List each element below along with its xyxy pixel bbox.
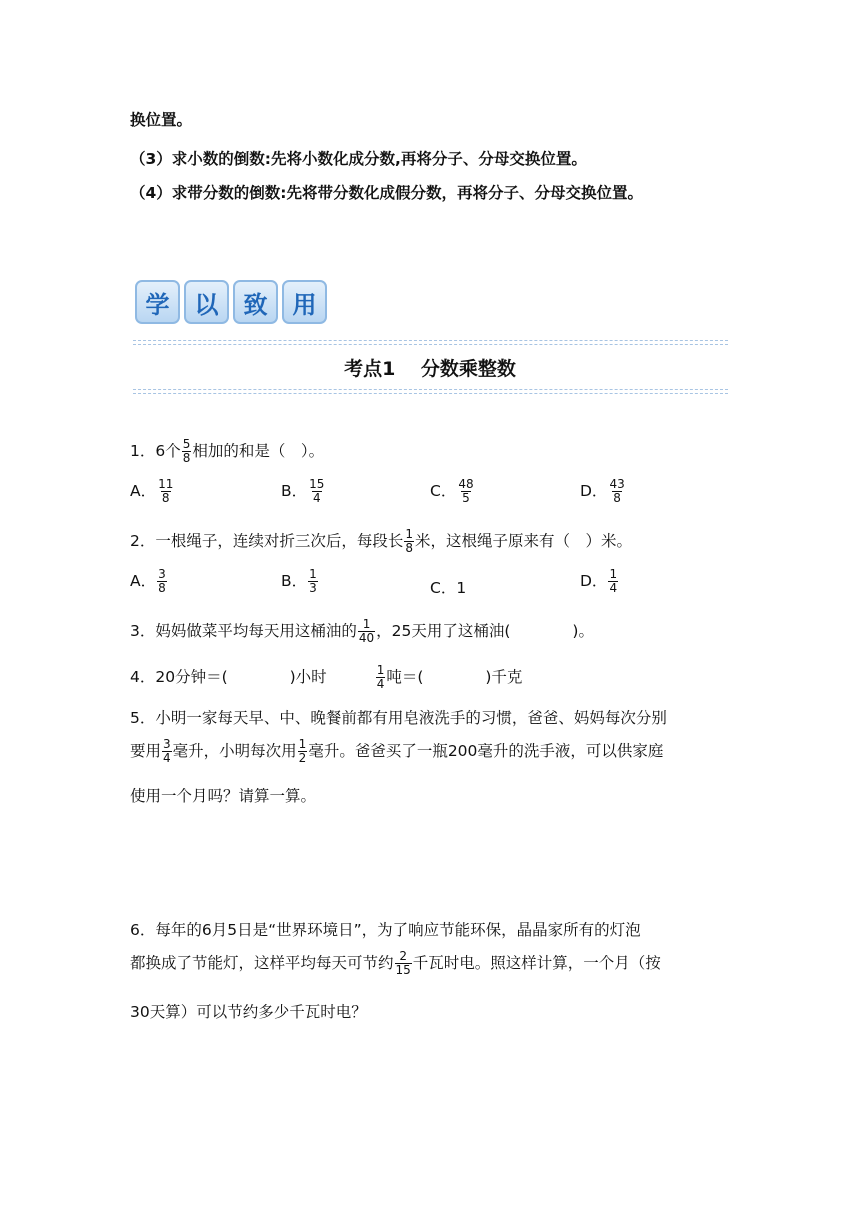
q5-fraction-parents-denominator: 4 bbox=[163, 751, 171, 765]
section-title: 考点1 分数乘整数 bbox=[344, 358, 516, 380]
q4-fraction-numerator: 1 bbox=[376, 663, 385, 677]
q1-fraction-denominator: 8 bbox=[182, 451, 191, 465]
q4-part-1: 4．20分钟＝( )小时 bbox=[130, 668, 327, 686]
q2-fraction bbox=[404, 528, 414, 555]
q2-option-a-label: A． bbox=[130, 572, 157, 590]
q1-option-b-denominator: 4 bbox=[312, 491, 321, 505]
question-5-line-2 bbox=[130, 738, 663, 765]
q1-option-d-denominator: 8 bbox=[613, 491, 621, 505]
section-divider-bottom bbox=[133, 389, 728, 394]
q3-fraction-numerator: 1 bbox=[362, 617, 371, 631]
q2-option-b-denominator: 3 bbox=[309, 581, 317, 595]
q5-fraction-xiaoming-denominator: 2 bbox=[298, 751, 307, 765]
q5-fraction-xiaoming bbox=[298, 738, 308, 765]
q2-option-b-fraction bbox=[308, 568, 318, 595]
q5-fraction-parents bbox=[162, 738, 172, 765]
q5-text-c: 毫升。爸爸买了一瓶200毫升的洗手液，可以供家庭 bbox=[308, 742, 664, 760]
q1-option-a bbox=[130, 478, 175, 505]
q1-suffix: 相加的和是（ ）。 bbox=[192, 442, 325, 460]
q1-option-a-fraction bbox=[157, 478, 174, 505]
q2-fraction-numerator: 1 bbox=[405, 527, 414, 541]
q2-prefix: 2．一根绳子，连续对折三次后，每段长 bbox=[130, 532, 404, 550]
q3-fraction bbox=[358, 618, 375, 645]
q1-fraction bbox=[182, 438, 192, 465]
q1-option-b bbox=[281, 478, 326, 505]
q1-option-c bbox=[430, 478, 476, 505]
q2-option-a-fraction bbox=[157, 568, 167, 595]
intro-line-continued: 换位置。 bbox=[130, 111, 193, 129]
q6-fraction-numerator: 2 bbox=[399, 949, 407, 963]
q2-option-d-denominator: 4 bbox=[609, 581, 618, 595]
q4-fraction-denominator: 4 bbox=[376, 677, 385, 691]
banner-tile-4: 用 bbox=[282, 280, 327, 324]
intro-rule-3: （3）求小数的倒数:先将小数化成分数,再将分子、分母交换位置。 bbox=[130, 150, 587, 168]
q3-suffix: ，25天用了这桶油( )。 bbox=[376, 622, 594, 640]
q1-fraction-numerator: 5 bbox=[182, 437, 191, 451]
banner-tile-2: 以 bbox=[184, 280, 229, 324]
q2-option-b-label: B． bbox=[281, 572, 308, 590]
q3-fraction-denominator: 40 bbox=[358, 631, 375, 645]
q2-option-a bbox=[130, 568, 168, 595]
q1-option-c-fraction bbox=[457, 478, 474, 505]
q1-option-c-denominator: 5 bbox=[462, 491, 470, 505]
q1-option-d-label: D． bbox=[580, 482, 608, 500]
q2-option-d bbox=[580, 568, 619, 595]
q2-option-d-label: D． bbox=[580, 572, 608, 590]
q1-prefix: 1．6个 bbox=[130, 442, 181, 460]
q5-fraction-parents-numerator: 3 bbox=[163, 737, 171, 751]
q1-option-d bbox=[580, 478, 627, 505]
question-1 bbox=[130, 438, 324, 465]
banner-tile-3: 致 bbox=[233, 280, 278, 324]
q1-option-c-label: C． bbox=[430, 482, 457, 500]
q1-option-a-numerator: 11 bbox=[158, 477, 174, 491]
q1-option-c-numerator: 48 bbox=[458, 477, 474, 491]
question-3 bbox=[130, 618, 594, 645]
q1-option-b-numerator: 15 bbox=[309, 477, 325, 491]
question-5-line-3: 使用一个月吗？请算一算。 bbox=[130, 787, 317, 805]
q6-text-a: 都换成了节能灯，这样平均每天可节约 bbox=[130, 954, 394, 972]
question-4 bbox=[130, 664, 522, 691]
q2-option-b bbox=[281, 568, 319, 595]
question-6-line-2 bbox=[130, 950, 661, 977]
q2-option-d-numerator: 1 bbox=[609, 567, 618, 581]
q2-option-a-denominator: 8 bbox=[158, 581, 166, 595]
q2-option-d-fraction bbox=[608, 568, 618, 595]
q1-option-d-fraction bbox=[608, 478, 625, 505]
q3-prefix: 3．妈妈做菜平均每天用这桶油的 bbox=[130, 622, 357, 640]
q5-text-b: 毫升，小明每次用 bbox=[172, 742, 297, 760]
q1-option-b-label: B． bbox=[281, 482, 308, 500]
q6-fraction-denominator: 15 bbox=[395, 963, 411, 977]
study-apply-banner bbox=[135, 280, 327, 324]
q2-option-b-numerator: 1 bbox=[309, 567, 317, 581]
q2-fraction-denominator: 8 bbox=[405, 541, 414, 555]
q5-fraction-xiaoming-numerator: 1 bbox=[298, 737, 307, 751]
q1-option-b-fraction bbox=[308, 478, 325, 505]
section-divider-top bbox=[133, 340, 728, 345]
q2-option-c: C．1 bbox=[430, 579, 467, 597]
q4-part-2: 吨＝( )千克 bbox=[386, 668, 523, 686]
q2-suffix: 米，这根绳子原来有（ ）米。 bbox=[415, 532, 633, 550]
question-6-line-1: 6．每年的6月5日是“世界环境日”，为了响应节能环保，晶晶家所有的灯泡 bbox=[130, 921, 641, 939]
q4-fraction bbox=[376, 664, 386, 691]
q1-option-a-denominator: 8 bbox=[161, 491, 170, 505]
question-6-line-3: 30天算）可以节约多少千瓦时电？ bbox=[130, 1003, 367, 1021]
question-2 bbox=[130, 528, 632, 555]
question-5-line-1: 5．小明一家每天早、中、晚餐前都有用皂液洗手的习惯，爸爸、妈妈每次分别 bbox=[130, 709, 667, 727]
banner-tile-1: 学 bbox=[135, 280, 180, 324]
q6-fraction bbox=[395, 950, 412, 977]
intro-rule-4: （4）求带分数的倒数:先将带分数化成假分数，再将分子、分母交换位置。 bbox=[130, 184, 643, 202]
q1-option-d-numerator: 43 bbox=[609, 477, 625, 491]
q6-text-b: 千瓦时电。照这样计算，一个月（按 bbox=[412, 954, 661, 972]
q2-option-a-numerator: 3 bbox=[158, 567, 166, 581]
q1-option-a-label: A． bbox=[130, 482, 157, 500]
q5-text-a: 要用 bbox=[130, 742, 162, 760]
